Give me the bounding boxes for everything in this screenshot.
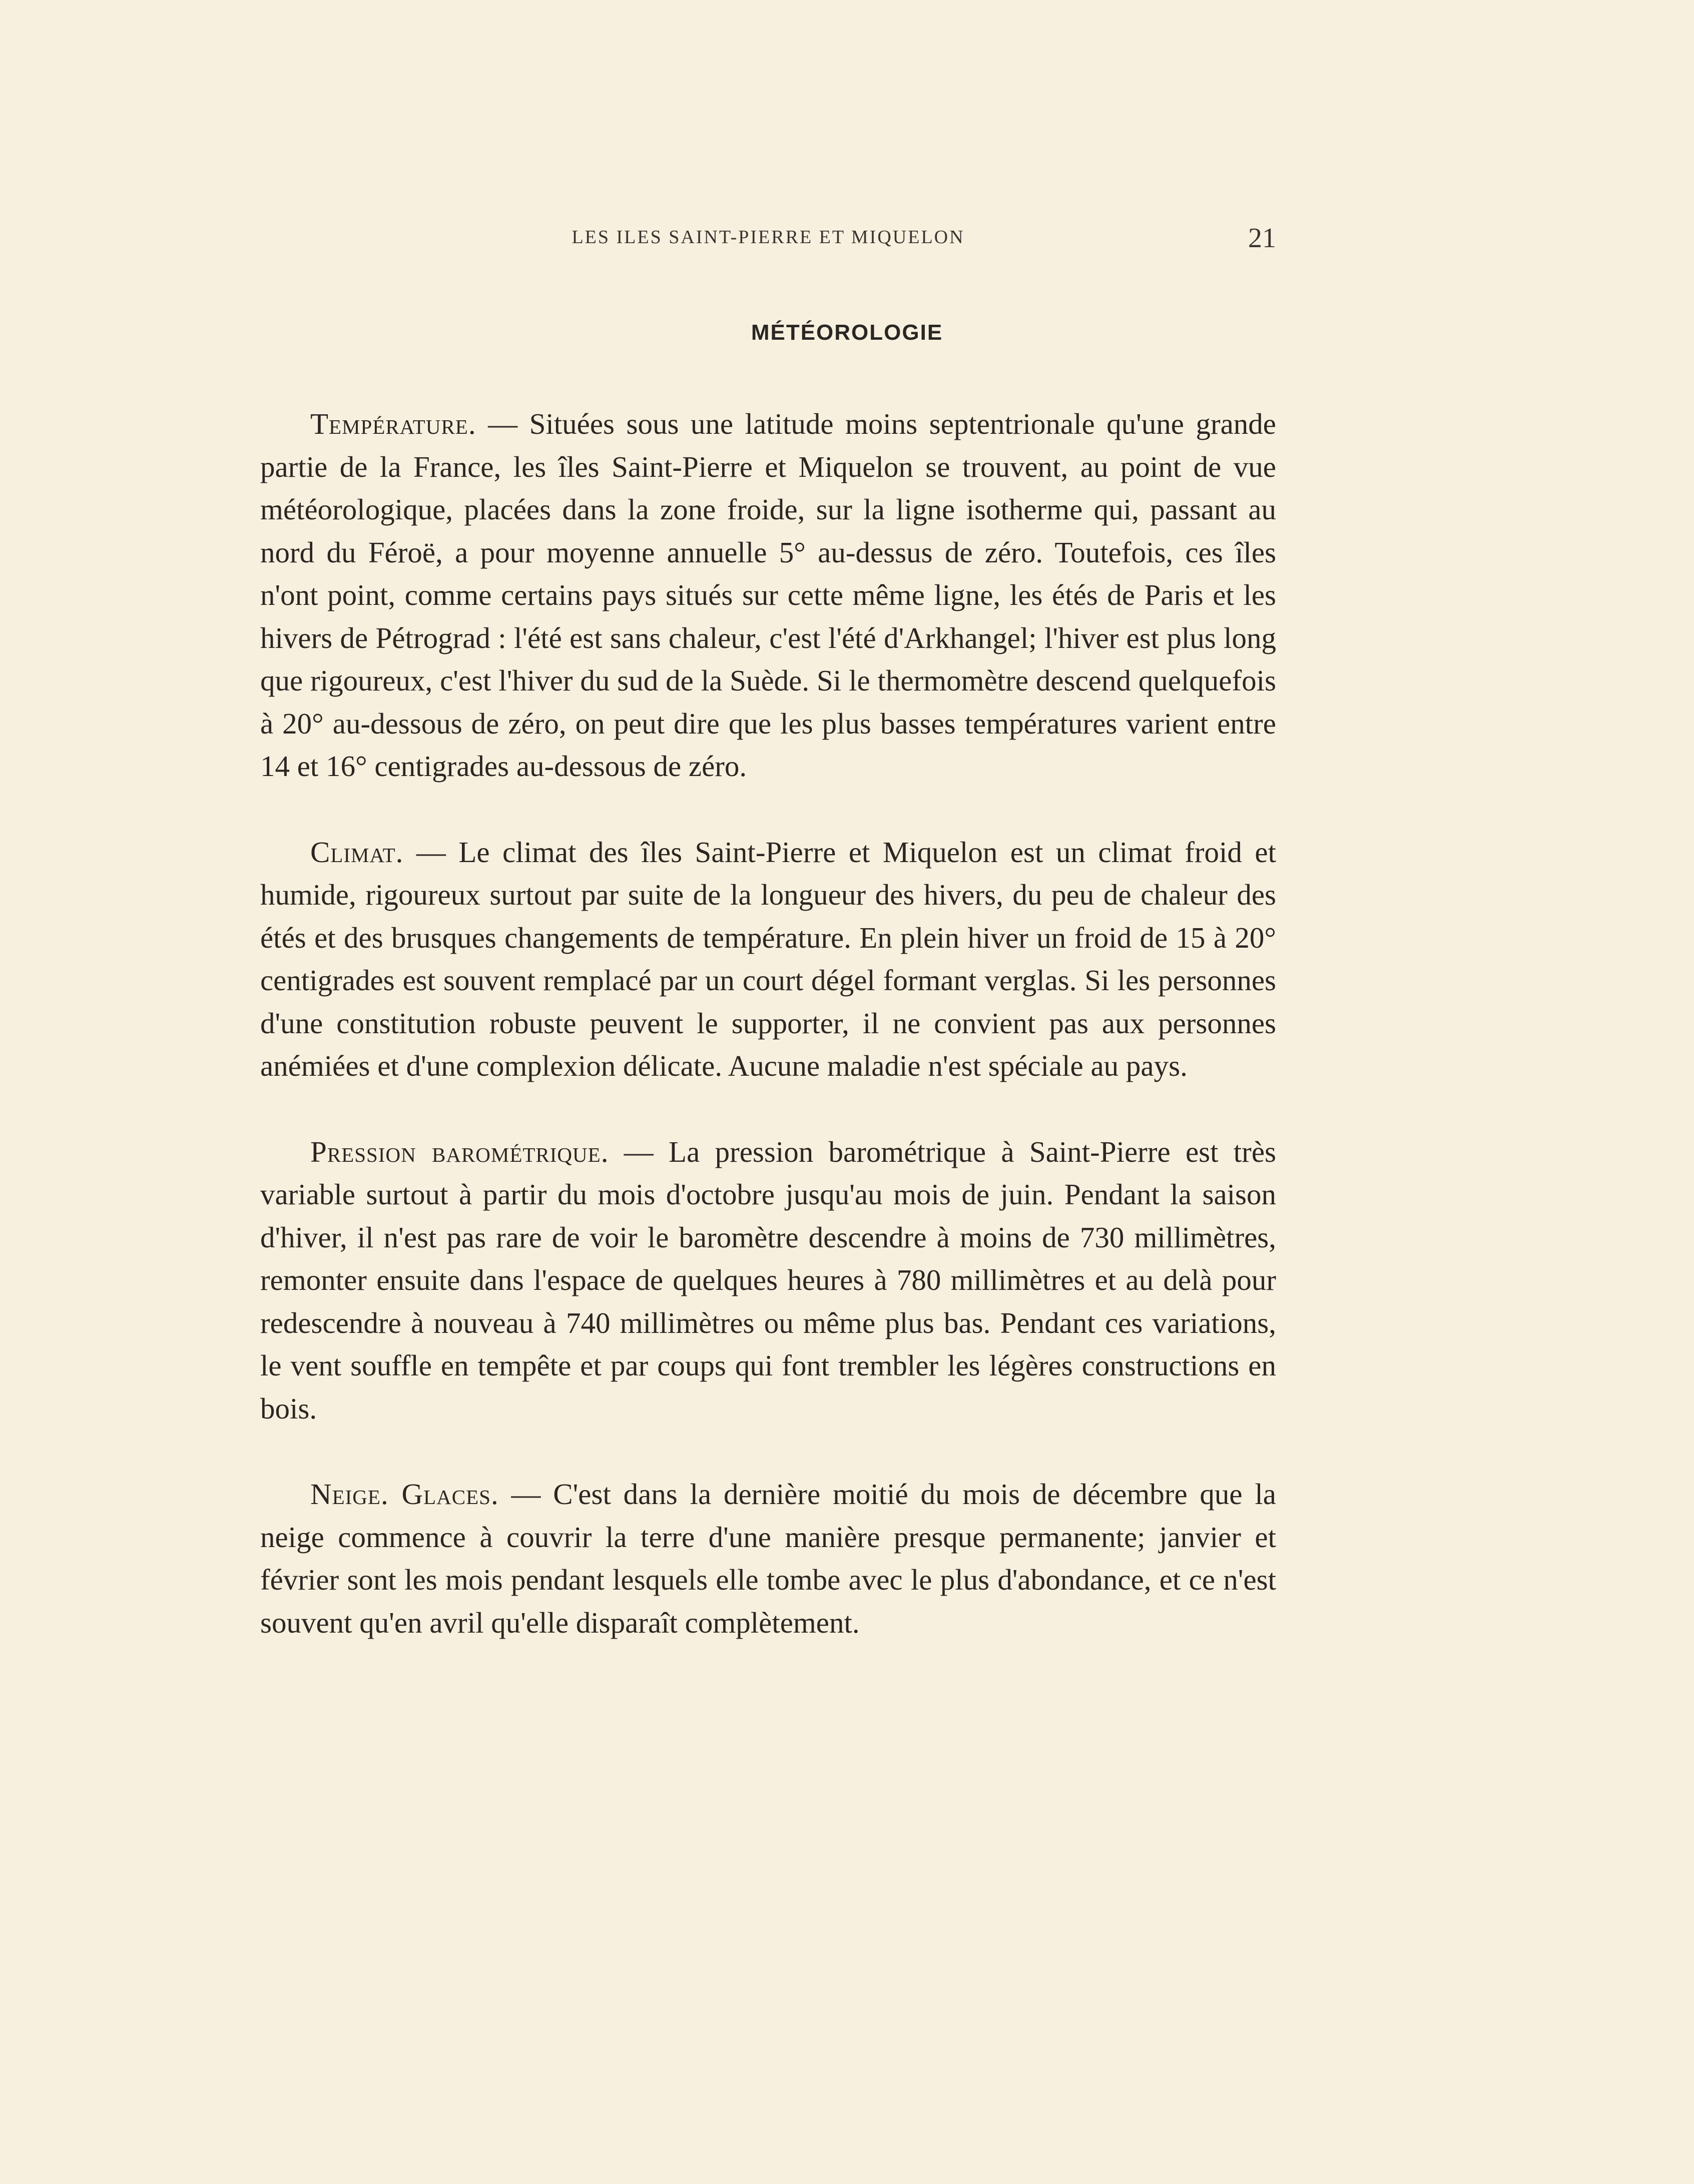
paragraph-climat (260, 831, 1276, 1088)
section-heading: MÉTÉOROLOGIE (751, 320, 943, 345)
paragraph-text: — C'est dans la dernière moitié du mois de décembre que la neige commence à couvrir la terre d'une manière presque permanente; janvier et février sont les mois pendant lesquels elle tombe avec le plus d'abondance, et ce n'est souvent qu'en avril qu'elle disparaît complètement. (260, 1478, 1276, 1639)
paragraph-lead: Neige. Glaces. (310, 1478, 499, 1511)
page-number: 21 (1248, 223, 1276, 254)
paragraph-text: — Situées sous une latitude moins septentrionale qu'une grande partie de la France, les îles Saint-Pierre et Miquelon se trouvent, au point de vue météorologique, placées dans la zone froide, sur la ligne isotherme qui, passant au nord du Féroë, a pour moyenne annuelle 5° au-dessus de zéro. Toutefois, ces îles n'ont point, comme certains pays situés sur cette même ligne, les étés de Paris et les hivers de Pétrograd : l'été est sans chaleur, c'est l'été d'Arkhangel; l'hiver est plus long que rigoureux, c'est l'hiver du sud de la Suède. Si le thermomètre descend quelquefois à 20° au-dessous de zéro, on peut dire que les plus basses températures varient entre 14 et 16° centigrades au-dessous de zéro. (260, 407, 1276, 783)
paragraph-lead: Température. (310, 407, 476, 440)
paragraph-text: — La pression barométrique à Saint-Pierre est très variable surtout à partir du mois d'octobre jusqu'au mois de juin. Pendant la saison d'hiver, il n'est pas rare de voir le baromètre descendre à moins de 730 millimètres, remonter ensuite dans l'espace de quelques heures à 780 millimètres et au delà pour redescendre à nouveau à 740 millimètres ou même plus bas. Pendant ces variations, le vent souffle en tempête et par coups qui font trembler les légères constructions en bois. (260, 1135, 1276, 1425)
paragraph-pression (260, 1131, 1276, 1430)
paragraph-neige (260, 1473, 1276, 1644)
paragraph-temperature (260, 403, 1276, 788)
running-title: LES ILES SAINT-PIERRE ET MIQUELON (572, 227, 965, 248)
body-text (260, 403, 1276, 1687)
paragraph-lead: Pression barométrique. (310, 1135, 609, 1168)
running-header (260, 223, 1276, 256)
paragraph-text: — Le climat des îles Saint-Pierre et Miquelon est un climat froid et humide, rigoureux surtout par suite de la longueur des hivers, du peu de chaleur des étés et des brusques changements de température. En plein hiver un froid de 15 à 20° centigrades est souvent remplacé par un court dégel formant verglas. Si les personnes d'une constitution robuste peuvent le supporter, il ne convient pas aux personnes anémiées et d'une complexion délicate. Aucune maladie n'est spéciale au pays. (260, 835, 1276, 1082)
paragraph-lead: Climat. (310, 835, 404, 869)
